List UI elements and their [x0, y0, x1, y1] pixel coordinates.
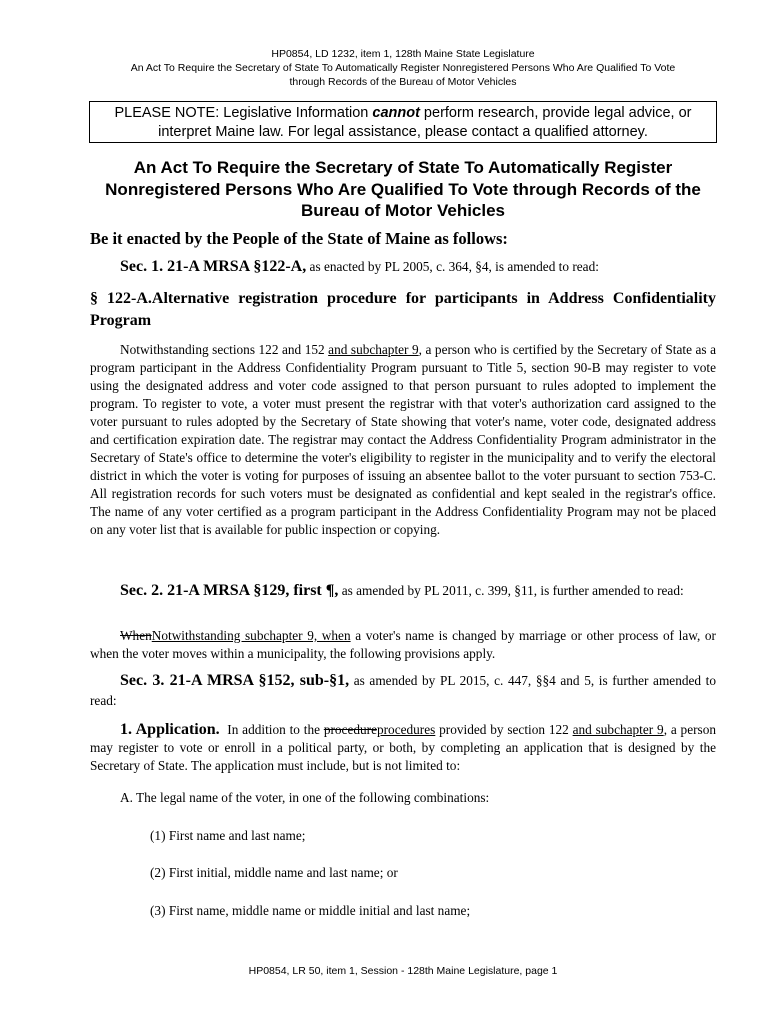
page-footer: HP0854, LR 50, item 1, Session - 128th Maine Legislature, page 1 [248, 965, 558, 977]
section-2-body [90, 627, 716, 663]
inserted-text: and subchapter 9 [328, 342, 419, 357]
inserted-text-2: and subchapter 9 [572, 722, 664, 737]
bill-title: An Act To Require the Secretary of State To Automatically Register Nonregistered Persons Who Are Qualified To Vote through Records of the Bureau of Motor Vehicles [105, 158, 701, 220]
notice-emphasis: cannot [372, 105, 420, 121]
notice-text-rest: perform research, provide legal advice, or interpret Maine law. For legal assistance, please contact a qualified attorney. [158, 105, 692, 140]
header-title-line-2: through Records of the Bureau of Motor Vehicles [289, 76, 517, 88]
section-3-text: as amended by PL 2015, c. 447, §§4 and 5, is further amended to read: [90, 673, 716, 708]
deleted-text: procedure [323, 722, 377, 737]
list-item: A. The legal name of the voter, in one of the following combinations: [120, 790, 490, 805]
section-1-body [90, 341, 716, 539]
header-title-line: An Act To Require the Secretary of State To Automatically Register Nonregistered Persons Who Are Qualified To Vote [130, 62, 676, 74]
body3-text-rest: , a person may register to vote or enroll in a political party, or both, by completing an application that is designed by the Secretary of State. The application must include, but is not limited to: [90, 722, 717, 773]
section-1 [90, 257, 716, 277]
notice-text: PLEASE NOTE: Legislative Information [114, 105, 373, 121]
body1-text-rest: , a person who is certified by the Secretary of State as a program participant in the Address Confidentiality Program pursuant to Title 5, section 90-B may register to vote using the designated address and voter code assigned to that person pursuant to rules adopted to implement the program. To register to vote, a voter must present the registrar with that voter's authorization card assigned to the voter pursuant to rules adopted by the Secretary of State showing that voter's name, voter code, designated address and certification expiration date. The registrar may contact the Address Confidentiality Program administrator in the Secretary of State's office to determine the voter's eligibility to register in the municipality and to verify the electoral district in which the voter is voting for purposes of issuing an absentee ballot to the voter pursuant to section 753-C. All registration records for such voters must be designated as confidential and kept sealed in the registrar's office. The name of any voter certified as a program participant in the Address Confidentiality Program may not be placed on any voter list that is available for public inspection or copying. [90, 342, 716, 537]
section-2-text: as amended by PL 2011, c. 399, §11, is further amended to read: [338, 583, 684, 598]
section-2 [90, 581, 716, 601]
enacting-clause: Be it enacted by the People of the State of Maine as follows: [90, 229, 508, 248]
document-header [90, 47, 716, 89]
inserted-text: Notwithstanding subchapter 9, when [151, 628, 351, 643]
body2-text-rest: a voter's name is changed by marriage or other process of law, or when the voter moves within a municipality, the following provisions apply. [90, 628, 716, 661]
section-1-text: as enacted by PL 2005, c. 364, §4, is amended to read: [306, 259, 599, 274]
section-3-heading: Sec. 3. 21-A MRSA §152, sub-§1, [120, 672, 350, 689]
list-item: (3) First name, middle name or middle initial and last name; [150, 903, 471, 918]
section-1-heading: Sec. 1. 21-A MRSA §122-A, [120, 258, 307, 275]
list-item: (1) First name and last name; [150, 828, 306, 843]
section-3-body [90, 721, 716, 775]
inserted-text: procedures [376, 722, 436, 737]
body3-text-mid: provided by section 122 [435, 722, 573, 737]
header-citation: HP0854, LD 1232, item 1, 128th Maine State Legislature [271, 48, 535, 60]
subsection-heading: 1. Application. [120, 721, 220, 738]
section-3 [90, 671, 716, 711]
body1-text: Notwithstanding sections 122 and 152 [120, 342, 329, 357]
body3-text: In addition to the [219, 722, 324, 737]
deleted-text: When [120, 628, 152, 643]
section-2-heading: Sec. 2. 21-A MRSA §129, first ¶, [120, 582, 339, 599]
list-item: (2) First initial, middle name and last name; or [150, 865, 398, 880]
statute-section-title: § 122-A.Alternative registration procedure for participants in Address Confidentiality Program [90, 290, 716, 329]
legal-notice-box [89, 101, 717, 143]
